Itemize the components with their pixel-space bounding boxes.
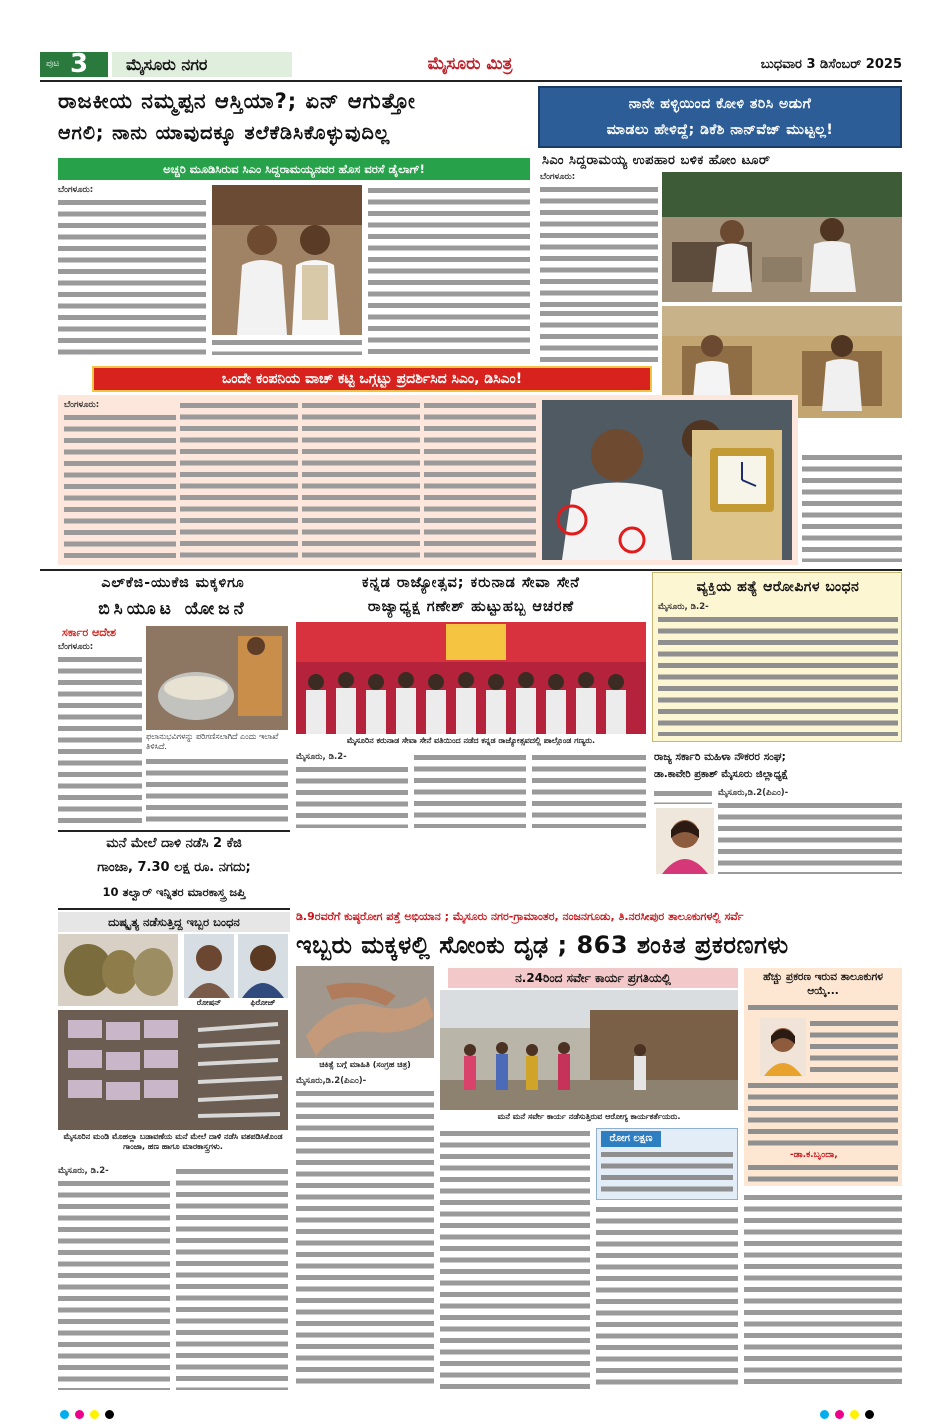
accused-name-2: ಫಿರೋಜ್ <box>250 998 276 1007</box>
page-number: 3 <box>70 49 89 79</box>
story4-headline-line1: ಎಲ್‌ಕೆಜಿ-ಯುಕೆಜಿ ಮಕ್ಕಳಿಗೂ <box>101 575 245 591</box>
story9-headline: ಇಬ್ಬರು ಮಕ್ಕಳಲ್ಲಿ ಸೋಂಕು ದೃಢ ; 863 ಶಂಕಿತ ಪ್ರಕರಣಗಳು <box>296 931 789 959</box>
story4-headline-line2: ಬಿಸಿಯೂಟ ಯೋಜನೆ <box>98 599 248 619</box>
leprosy-treatment-photo <box>296 966 434 1058</box>
symptoms-box <box>596 1128 738 1200</box>
story1-col3 <box>368 185 530 355</box>
story7-body <box>718 788 902 874</box>
story9-side-head: ಹೆಚ್ಚು ಪ್ರಕರಣ ಇರುವ ತಾಲೂಕುಗಳ ಆಯ್ಕೆ... <box>763 971 883 997</box>
story2-col1b <box>540 308 658 366</box>
story7-headline-line1: ರಾಜ್ಯ ಸರ್ಕಾರಿ ಮಹಿಳಾ ನೌಕರರ ಸಂಘ; <box>654 751 786 763</box>
accused-firoz-illustration <box>238 934 288 998</box>
story5-headline-line1: ಕನ್ನಡ ರಾಜ್ಯೋತ್ಸವ; ಕರುನಾಡ ಸೇವಾ ಸೇನೆ <box>362 575 580 591</box>
story9-col1 <box>296 1076 434 1390</box>
story5-caption: ಮೈಸೂರಿನ ಕರುನಾಡ ಸೇವಾ ಸೇನೆ ವತಿಯಿಂದ ನಡೆದ ಕನ್ನಡ ರಾಜ್ಯೋತ್ಸವದಲ್ಲಿ ಪಾಲ್ಗೊಂಡ ಗಣ್ಯರು. <box>346 736 596 745</box>
story8-col2 <box>176 1166 288 1390</box>
symptoms-body <box>601 1149 733 1197</box>
story9-survey-banner: ನ.24ರಿಂದ ಸರ್ವೇ ಕಾರ್ಯ ಪ್ರಗತಿಯಲ್ಲಿ <box>448 968 738 988</box>
story1-kicker: ಅಚ್ಚರಿ ಮೂಡಿಸಿರುವ ಸಿಎಂ ಸಿದ್ದರಾಮಯ್ಯನವರ ಹೊಸ ವರಸೆ ಡೈಲಾಗ್! <box>58 158 530 180</box>
watch-illustration <box>542 400 792 560</box>
story8-headline-line3: 10 ತಲ್ವಾರ್ ಇನ್ನಿತರ ಮಾರಕಾಸ್ತ್ರ ಜಪ್ತಿ <box>102 885 246 899</box>
story1-dateline: ಬೆಂಗಳೂರು: <box>58 185 94 195</box>
story2-col-continued <box>802 452 902 562</box>
story6-dateline: ಮೈಸೂರು, ಡಿ.2- <box>658 602 709 612</box>
story8-col1 <box>58 1166 170 1390</box>
story9-doctor-signature: -ಡಾ.ಕ.ಬೃಂದಾ, <box>790 1150 838 1160</box>
story8-headline-line2: ಗಾಂಜಾ, 7.30 ಲಕ್ಷ ರೂ. ನಗದು; <box>97 860 251 875</box>
story5-col1 <box>296 752 408 828</box>
cyan-dot <box>820 1410 829 1419</box>
rajyotsava-photo <box>296 622 646 734</box>
survey-photo <box>440 990 738 1110</box>
header-rule <box>40 80 902 82</box>
story2-subhead: ಸಿಎಂ ಸಿದ್ದರಾಮಯ್ಯ ಉಪಹಾರ ಬಳಿಕ ಹೋಂ ಟೂರ್ <box>542 153 771 168</box>
survey-illustration <box>440 990 738 1110</box>
ganja-packets-photo <box>58 934 178 1006</box>
page-number-badge <box>40 49 108 79</box>
breakfast-scene-1 <box>662 172 902 302</box>
footer-color-marks-left <box>60 1404 120 1423</box>
dr-brinda-illustration <box>760 1018 806 1076</box>
story9-photo-caption2: ಮನೆ ಮನೆ ಸರ್ವೇ ಕಾರ್ಯ ನಡೆಸುತ್ತಿರುವ ಆರೋಗ್ಯ ಕಾರ್ಯಕರ್ತೆಯರು. <box>497 1112 681 1121</box>
story9-col3 <box>596 1204 738 1390</box>
magenta-dot <box>835 1410 844 1419</box>
story1-headline-line2: ಆಗಲಿ; ನಾನು ಯಾವುದಕ್ಕೂ ತಲೆಕೆಡಿಸಿಕೊಳ್ಳುವುದಿಲ್ಲ <box>58 122 391 144</box>
story2-headline-line1: ನಾನೇ ಹಳ್ಳಿಯಿಂದ ಕೋಳಿ ತರಿಸಿ ಅಡುಗೆ <box>628 96 812 112</box>
story3-col3 <box>302 400 420 558</box>
accused-roshan-illustration <box>184 934 234 998</box>
breakfast-photo-1 <box>662 172 902 302</box>
story3-col1 <box>64 400 176 558</box>
accused-name-1: ರೋಷನ್ <box>196 998 222 1007</box>
story9-side-body4 <box>748 1162 898 1182</box>
story6-headline: ವ್ಯಕ್ತಿಯ ಹತ್ಯೆ ಆರೋಪಿಗಳ ಬಂಧನ <box>696 579 860 595</box>
yellow-dot <box>90 1410 99 1419</box>
story1-photo-caption <box>212 337 362 355</box>
story8-dateline: ಮೈಸೂರು, ಡಿ.2- <box>58 1166 109 1176</box>
story9-photo-caption1: ಚಿಕಿತ್ಸೆ ಬಗ್ಗೆ ಮಾಹಿತಿ (ಸಂಗ್ರಹ ಚಿತ್ರ) <box>319 1060 411 1069</box>
story9-side-body3 <box>748 1080 898 1148</box>
symptoms-label: ರೋಗ ಲಕ್ಷಣ <box>601 1131 661 1147</box>
page-label: ಪುಟ <box>46 59 60 69</box>
yellow-dot <box>850 1410 859 1419</box>
kaveri-prakash-photo <box>656 808 714 874</box>
cyan-dot <box>60 1410 69 1419</box>
ganja-packets-illustration <box>58 934 178 1006</box>
story7-col1 <box>654 788 712 804</box>
story5-headline-line2: ರಾಜ್ಯಾಧ್ಯಕ್ಷ ಗಣೇಶ್ ಹುಟ್ಟುಹಬ್ಬ ಆಚರಣೆ <box>367 599 575 615</box>
story3-dateline: ಬೆಂಗಳೂರು: <box>64 400 100 410</box>
story3-col4 <box>424 400 536 558</box>
cm-dcm-illustration <box>212 185 362 335</box>
hands-illustration <box>296 966 434 1058</box>
story8-subhead: ದುಷ್ಕೃತ್ಯ ನಡೆಸುತ್ತಿದ್ದ ಇಬ್ಬರ ಬಂಧನ <box>58 912 290 932</box>
story4-col2 <box>146 756 288 826</box>
meal-illustration <box>146 626 288 730</box>
rajyotsava-illustration <box>296 622 646 734</box>
dr-brinda-photo <box>760 1018 806 1076</box>
story2-headline-box <box>538 86 902 148</box>
portrait-illustration <box>656 808 714 874</box>
story4-dateline: ಬೆಂಗಳೂರು: <box>58 642 94 652</box>
story9-col2 <box>440 1128 590 1390</box>
story2-dateline: ಬೆಂಗಳೂರು: <box>540 172 576 182</box>
magenta-dot <box>75 1410 84 1419</box>
story1-col1 <box>58 185 206 355</box>
story4-caption: ಫಲಾನುಭವಿಗಳನ್ನು ಪರಿಗಣಿಸಲಾಗಿದೆ ಎಂದು ಇಲಾಖೆ ತಿಳಿಸಿದೆ. <box>146 732 279 751</box>
story5-col2 <box>414 752 526 828</box>
story3-col2 <box>180 400 298 558</box>
meal-photo <box>146 626 288 730</box>
accused-roshan-photo <box>184 934 234 998</box>
story6-body <box>658 602 898 736</box>
cm-dcm-photo <box>212 185 362 335</box>
watch-photo <box>542 400 792 560</box>
accused-firoz-photo <box>238 934 288 998</box>
story5-dateline: ಮೈಸೂರು, ಡಿ.2- <box>296 752 347 762</box>
story3-headline-bar: ಒಂದೇ ಕಂಪನಿಯ ವಾಚ್ ಕಟ್ಟಿ ಒಗ್ಗಟ್ಟು ಪ್ರದರ್ಶಿಸಿದ ಸಿಎಂ, ಡಿಸಿಎಂ! <box>92 366 652 392</box>
black-dot <box>865 1410 874 1419</box>
story1-headline-line1: ರಾಜಕೀಯ ನಮ್ಮಪ್ಪನ ಆಸ್ತಿಯಾ?; ಏನ್ ಆಗುತ್ತೋ <box>58 89 416 113</box>
story5-col3 <box>532 752 646 828</box>
seized-items-photo <box>58 1010 288 1130</box>
footer-color-marks-right <box>820 1404 880 1423</box>
story9-side-body2 <box>810 1018 898 1076</box>
story8-caption: ಮೈಸೂರಿನ ಮಂಡಿ ಮೊಹಲ್ಲಾ ಬಡಾವಣೆಯ ಮನೆ ಮೇಲೆ ದಾಳಿ ನಡೆಸಿ ವಶಪಡಿಸಿಕೊಂಡ ಗಾಂಜಾ, ಹಣ ಹಾಗೂ ಮಾರಕಾಸ್ತ್ರಗಳು. <box>63 1132 283 1151</box>
story8-headline-line1: ಮನೆ ಮೇಲೆ ದಾಳಿ ನಡೆಸಿ 2 ಕೆಜಿ <box>106 836 242 851</box>
story9-kicker: ಡಿ.9ರವರೆಗೆ ಕುಷ್ಠರೋಗ ಪತ್ತೆ ಅಭಿಯಾನ ; ಮೈಸೂರು ನಗರ-ಗ್ರಾಮಾಂತರ, ನಂಜನಗೂಡು, ತಿ.ನರಸೀಪುರ ತಾಲೂಕುಗಳಲ್ಲಿ ಸರ್ವೆ <box>296 910 744 923</box>
issue-date: ಬುಧವಾರ 3 ಡಿಸೆಂಬರ್ 2025 <box>760 57 902 72</box>
mid-rule <box>40 569 902 571</box>
story4-col1 <box>58 642 142 824</box>
page-header <box>40 49 902 79</box>
section-name: ಮೈಸೂರು ನಗರ <box>112 52 292 77</box>
masthead: ಮೈಸೂರು ಮಿತ್ರ <box>427 54 513 74</box>
story9-dateline: ಮೈಸೂರು,ಡಿ.2(ಪಿಎಂ)- <box>296 1076 367 1086</box>
story9-col4 <box>744 1192 902 1390</box>
story2-headline-line2: ಮಾಡಲು ಹೇಳಿದ್ದೆ; ಡಿಕೆಶಿ ನಾನ್‌ವೆಜ್ ಮುಟ್ಟಲ್ಲ! <box>606 122 834 138</box>
black-dot <box>105 1410 114 1419</box>
story7-headline-line2: ಡಾ.ಕಾವೇರಿ ಪ್ರಕಾಶ್ ಮೈಸೂರು ಜಿಲ್ಲಾಧ್ಯಕ್ಷೆ <box>654 769 789 780</box>
story9-side-body1 <box>748 1002 898 1016</box>
seized-items-illustration <box>58 1010 288 1130</box>
story7-dateline: ಮೈಸೂರು,ಡಿ.2(ಪಿಎಂ)- <box>718 788 789 798</box>
story4-label: ಸರ್ಕಾರ ಆದೇಶ <box>62 626 117 639</box>
